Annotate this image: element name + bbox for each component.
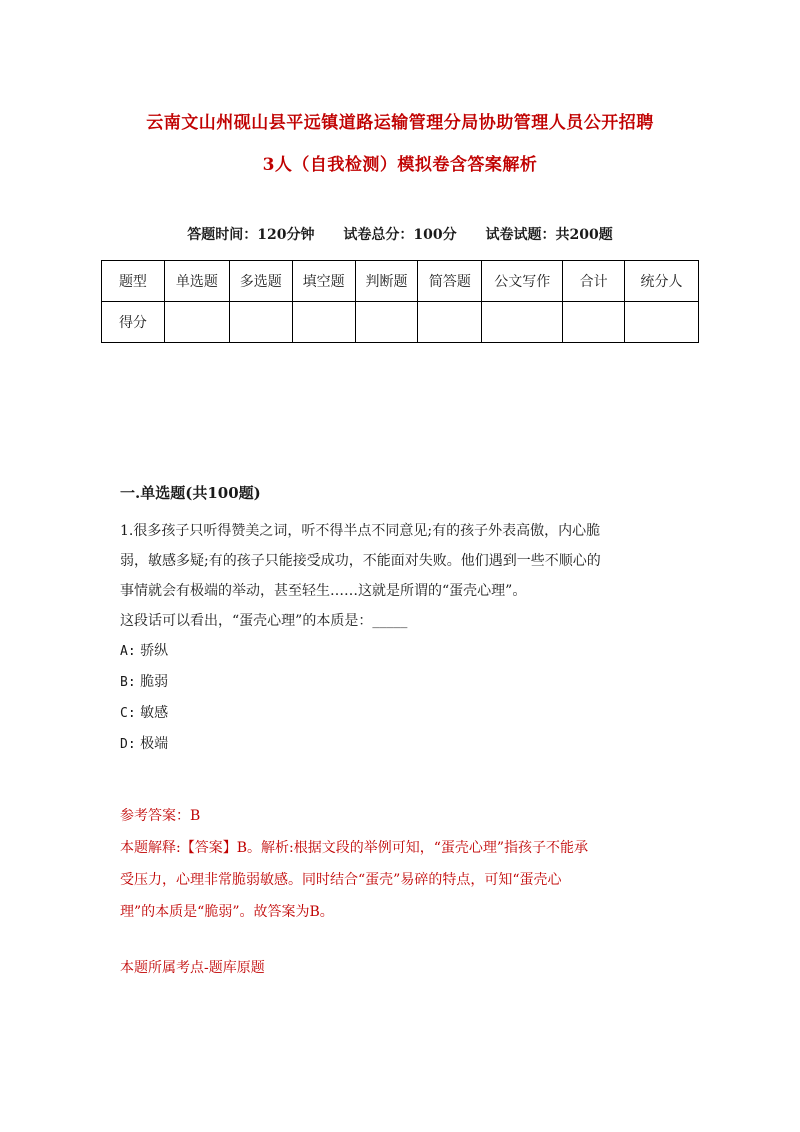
explanation-line: 受压力，心理非常脆弱敏感。同时结合“蛋壳”易碎的特点，可知“蛋壳心: [120, 872, 562, 888]
reference-answer: 参考答案：B: [120, 808, 201, 824]
exam-time: 答题时间：120分钟: [187, 227, 315, 243]
score-table-header: 公文写作: [482, 261, 563, 302]
score-table: [101, 260, 699, 343]
question-prompt: 这段话可以看出，“蛋壳心理”的本质是：_____: [120, 613, 408, 629]
question-stem-line: 弱，敏感多疑;有的孩子只能接受成功，不能面对失败。他们遇到一些不顺心的: [120, 553, 601, 569]
score-cell: [482, 302, 563, 343]
score-table-header: 题型: [102, 261, 165, 302]
score-table-header: 统分人: [625, 261, 699, 302]
score-table-header: 判断题: [355, 261, 418, 302]
section-title: 一.单选题(共100题): [120, 484, 261, 502]
score-cell: [229, 302, 292, 343]
option-key: C:: [120, 706, 136, 721]
question-stem-line: 事情就会有极端的举动，甚至轻生……这就是所谓的“蛋壳心理”。: [120, 583, 527, 599]
score-cell: [563, 302, 625, 343]
option-b: [120, 667, 680, 698]
exam-meta: [0, 224, 800, 244]
score-table-header: 简答题: [418, 261, 482, 302]
question-topic: 本题所属考点-题库原题: [120, 960, 265, 976]
score-cell: [625, 302, 699, 343]
question-block: [120, 516, 680, 760]
score-row-label: 得分: [102, 302, 165, 343]
score-table-score-row: [102, 302, 699, 343]
question-stem-line: 1.很多孩子只听得赞美之词，听不得半点不同意见;有的孩子外表高傲，内心脆: [120, 523, 601, 539]
score-table-header: 填空题: [292, 261, 355, 302]
score-cell: [164, 302, 229, 343]
option-c: [120, 698, 680, 729]
option-d: [120, 729, 680, 760]
answer-block: [120, 800, 680, 928]
score-cell: [292, 302, 355, 343]
option-text: 脆弱: [140, 674, 169, 690]
score-cell: [355, 302, 418, 343]
option-a: [120, 636, 680, 667]
explanation-line: 本题解释:【答案】B。解析:根据文段的举例可知，“蛋壳心理”指孩子不能承: [120, 840, 589, 856]
document-title-line2: 3人（自我检测）模拟卷含答案解析: [262, 155, 538, 175]
option-text: 敏感: [140, 705, 169, 721]
option-text: 骄纵: [140, 643, 169, 659]
explanation-line: 理”的本质是“脆弱”。故答案为B。: [120, 904, 334, 920]
option-key: A:: [120, 644, 136, 659]
option-list: [120, 636, 680, 760]
option-key: D:: [120, 737, 136, 752]
exam-total-questions: 试卷试题：共200题: [485, 227, 613, 243]
exam-total-score: 试卷总分：100分: [343, 227, 457, 243]
score-table-header: 单选题: [164, 261, 229, 302]
option-text: 极端: [140, 736, 169, 752]
score-table-header: 多选题: [229, 261, 292, 302]
document-title-line1: 云南文山州砚山县平远镇道路运输管理分局协助管理人员公开招聘: [146, 113, 654, 133]
score-table-header-row: [102, 261, 699, 302]
option-key: B:: [120, 675, 136, 690]
score-table-header: 合计: [563, 261, 625, 302]
score-cell: [418, 302, 482, 343]
